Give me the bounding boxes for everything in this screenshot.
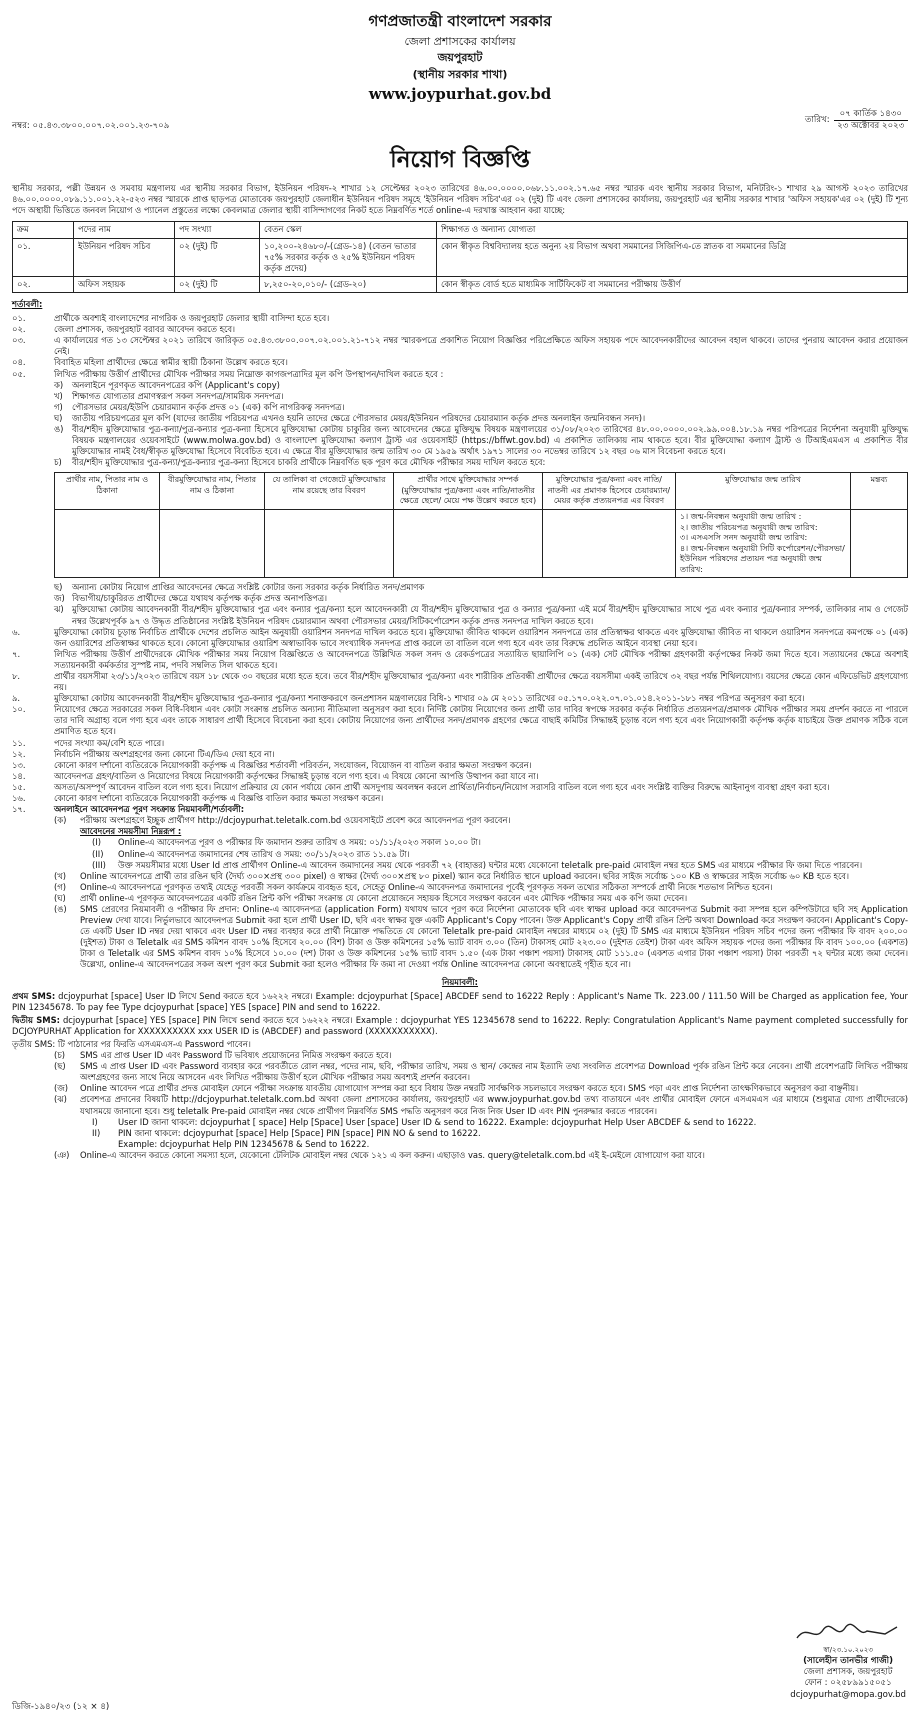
- item-text: SMS এর প্রাপ্ত User ID এবং Password টি ভবিষ্যৎ প্রয়োজনের নিমিত্ত সংরক্ষণ করতে হবে।: [80, 1050, 392, 1061]
- recover-item: [12, 1128, 908, 1139]
- item-text: PIN জানা থাকলে: dcjoypurhat [space] Help [Space] PIN [space] PIN NO & send to 16222.: [118, 1127, 481, 1138]
- condition-item: [12, 749, 908, 760]
- ff-header: প্রার্থীর সাথে মুক্তিযোদ্ধার সম্পর্ক (মুক্তিযোদ্ধার পুত্র/কন্যা এবং নাতি/নাতনীর ক্ষেত্রে ছেলে/ মেয়ে পক্ষ উল্লেখ করতে হবে): [394, 473, 543, 510]
- deadline-item: [12, 837, 908, 848]
- deadline-heading: [12, 826, 908, 837]
- office-name: জেলা প্রশাসকের কার্যালয়: [404, 34, 516, 48]
- item-marker: ঙ): [54, 423, 64, 434]
- condition-text: পদের সংখ্যা কম/বেশি হতে পারে।: [54, 737, 165, 748]
- sms-first: [12, 991, 908, 1013]
- table-row: [13, 238, 908, 276]
- item-marker: (ঙ): [54, 903, 67, 914]
- online-item: [12, 1050, 908, 1061]
- list-item: ২। জাতীয় পরিচয়পত্র অনুযায়ী জন্ম তারিখ:: [680, 522, 818, 532]
- item-marker: (ছ): [54, 1061, 66, 1072]
- item-marker: খ): [54, 390, 63, 401]
- document-item: [12, 402, 908, 413]
- condition-number: ০৩.: [12, 335, 26, 346]
- item-text: প্রার্থী online-এ পূরণকৃত আবেদনপত্রের একটি রঙিন প্রিন্ট কপি পরীক্ষা সংক্রান্ত যে কোনো প্রয়োজনে সহায়ক হিসেবে সংরক্ষণ করবেন এবং মৌখিক পরীক্ষার সময় এক কপি জমা দেবেন।: [80, 892, 688, 903]
- condition-item: [12, 335, 908, 357]
- date-english: ২৩ অক্টোবর ২০২৩: [837, 121, 905, 132]
- date-label: তারিখ:: [804, 115, 830, 126]
- deadline-item: [12, 849, 908, 860]
- condition-item: [12, 324, 908, 335]
- item-marker: জ): [54, 593, 65, 604]
- posts-header-name: পদের নাম: [74, 222, 175, 238]
- condition-text: জেলা প্রশাসক, জয়পুরহাট বরাবর আবেদন করতে হবে।: [54, 324, 236, 335]
- signature-block: [790, 1622, 906, 1701]
- item-marker: ছ): [54, 582, 63, 593]
- condition-number: ০৫.: [12, 368, 26, 379]
- memo-number: নম্বর: ০৫.৪৩.৩৮০০.০০৭.০২.০০১.২৩-৭০৯: [12, 121, 170, 132]
- deadline-heading-text: আবেদনের সময়সীমা নিম্নরূপ :: [80, 826, 182, 837]
- condition-number: ১৪.: [12, 770, 26, 781]
- sms-label: প্রথম SMS:: [12, 990, 56, 1001]
- item-marker: (ঝ): [54, 1094, 67, 1105]
- condition-number: ৭.: [12, 648, 21, 659]
- item-text: User ID জানা থাকলে: dcjoypurhat [ space] Help [Space] User [space] User ID & send to 16222. Example: dcjoypurhat Help User ABCDEF & send to 16222.: [118, 1116, 757, 1127]
- website-link[interactable]: www.joypurhat.gov.bd: [368, 85, 552, 104]
- posts-header-count: পদ সংখ্যা: [175, 222, 260, 238]
- item-marker: (III): [92, 859, 106, 870]
- ff-blank-cell[interactable]: [394, 509, 543, 577]
- condition-item: [12, 693, 908, 704]
- sms-label: দ্বিতীয় SMS:: [12, 1014, 60, 1025]
- post-sl: ০১.: [13, 238, 74, 276]
- signatory-email[interactable]: dcjoypurhat@mopa.gov.bd: [790, 1689, 906, 1700]
- condition-number: ৮.: [12, 671, 21, 682]
- ff-blank-cell[interactable]: [160, 509, 265, 577]
- document-item: [12, 582, 908, 593]
- signature-date: স্বা/২৩.১০.২০২৩: [823, 1646, 873, 1655]
- online-item: [12, 893, 908, 904]
- condition-text: কোনো কারণ দর্শানো ব্যতিরেকে নিয়োগকারী কর্তৃপক্ষ এ বিজ্ঞপ্তি বাতিল করার ক্ষমতা সংরক্ষণ করেন।: [54, 793, 384, 804]
- item-marker: [92, 1139, 118, 1150]
- condition-text: মুক্তিযোদ্ধা কোটায় আবেদনকারী বীর/শহীদ মুক্তিযোদ্ধার পুত্র-কন্যার পুত্র/কন্যা শনাক্তকরণে জনপ্রশাসন মন্ত্রণালয়ের বিধি-১ শাখার ০৯ মে ২০১১ তারিখের ০৫.১৭০.০২২.০৭.০১.০১৪.২০১১-১৮১ নম্বর পরিপত্র অনুসরণ করা হবে।: [54, 693, 805, 704]
- item-text: পৌরসভার মেয়র/ইউপি চেয়ারম্যান কর্তৃক প্রদত্ত ০১ (এক) কপি নাগরিকত্ব সনদপত্র।: [72, 401, 345, 412]
- item-marker: (চ): [54, 1050, 66, 1061]
- table-row: [13, 276, 908, 292]
- condition-number: ০৪.: [12, 357, 26, 368]
- item-text: অনলাইনে পূরণকৃত আবেদনপত্রের কপি (Applicant's copy): [72, 379, 280, 390]
- item-marker: (জ): [54, 1083, 69, 1094]
- ff-header: মুক্তিযোদ্ধার জন্ম তারিখ: [676, 473, 851, 510]
- condition-text: মুক্তিযোদ্ধা কোটায় চূড়ান্ত নির্বাচিত প্রার্থীকে দেশের প্রচলিত আইন অনুযায়ী ওয়ারিশন সনদপত্র দাখিল করতে হবে। মুক্তিযোদ্ধা জীবিত থাকলে ওয়ারিশন সনদপত্রে তার প্রতিস্বাক্ষর থাকতে এবং মুক্তিযোদ্ধা জীবিত না থাকলে ওয়ারিশন সনদপত্রে কমপক্ষে ০১ (এক) জন ওয়ারিশের প্রতিস্বাক্ষর থাকতে হবে। কোনো মুক্তিযোদ্ধার ওয়ারিশ অস্বাভাবিক ভাবে সংখ্যাধিক সনদপত্র প্রাপ্ত করলে তা বাতিল বলে গণ্য হবে এবং তার বিরুদ্ধে প্রচলিত আইনে ব্যবস্থা নেয়া হবে।: [54, 626, 908, 648]
- ff-header: মন্তব্য: [851, 473, 908, 510]
- post-qualification: কোন স্বীকৃত বোর্ড হতে মাধ্যমিক সার্টিফিকেট বা সমমানের পরীক্ষায় উত্তীর্ণ: [437, 276, 908, 292]
- government-name: গণপ্রজাতন্ত্রী বাংলাদেশ সরকার: [368, 12, 552, 30]
- sms-text: dcjoypurhat [space] User ID লিখে Send করতে হবে ১৬২২২ নম্বরে। Example: dcjoypurhat [Space] ABCDEF send to 16222 Reply : Applicant's Name Tk. 223.00 / 111.50 Will be Charged as application fee, Your PIN 12345678. To pay fee Type dcjoypurhat [space] YES [space] PIN and send to 16222.: [12, 990, 908, 1012]
- list-item: ৩। এসএসসি সনদ অনুযায়ী জন্ম তারিখ:: [680, 533, 808, 543]
- condition-number: ১৩.: [12, 759, 26, 770]
- ff-header: যে তালিকা বা গেজেটে মুক্তিযোদ্ধার নাম রয়েছে তার বিবরণ: [265, 473, 394, 510]
- item-marker: ক): [54, 379, 64, 390]
- deadline-item: [12, 860, 908, 871]
- online-item: [12, 871, 908, 882]
- condition-item: [12, 771, 908, 782]
- item-text: Online-এ আবেদন করতে কোনো সমস্যা হলে, যেকোনো টেলিটক মোবাইল নম্বর থেকে ১২১ এ কল করুন। এছাড়াও vas. query@teletalk.com.bd এই ই-মেইলে যোগাযোগ করা যাবে।: [80, 1149, 705, 1160]
- item-text: মুক্তিযোদ্ধা কোটায় আবেদনকারী বীর/শহীদ মুক্তিযোদ্ধার পুত্র এবং কন্যার পুত্র/কন্যা হলে আবেদনকারী যে বীর/শহীদ মুক্তিযোদ্ধার পুত্র ও কন্যার পুত্র/কন্যা এই মর্মে বীর/শহীদ মুক্তিযোদ্ধার সাথে পুত্র এবং কন্যার পুত্র/কন্যার সম্পর্ক, তালিকার নাম ও গেজেট নম্বর উল্লেখপূর্বক ৯৭ ও উদ্ধৃত প্রতিষ্ঠানের সংশ্লিষ্ট ইউনিয়ন পরিষদ চেয়ারম্যান অথবা পৌরসভার মেয়র/সিটিকর্পোরেশন কর্তৃক প্রদত্ত সনদপত্র দাখিল করতে হবে।: [72, 604, 908, 626]
- post-count: ০২ (দুই) টি: [175, 276, 260, 292]
- item-text: উক্ত সময়সীমার মধ্যে User Id প্রাপ্ত প্রার্থীগণ Online-এ আবেদন জমাদানের সময় থেকে পরবর্তী ৭২ (বাহাত্তর) ঘন্টার মধ্যে যেকোনো teletalk pre-paid মোবাইল নম্বর হতে SMS এর মাধ্যমে পরীক্ষার ফি জমা দিতে পারবেন।: [118, 859, 863, 870]
- condition-text: নিয়োগের ক্ষেত্রে সরকারের সকল বিধি-বিধান এবং কোটা সংক্রান্ত প্রচলিত অন্যান্য নীতিমালা অনুসরণ করা হবে। নির্দিষ্ট কোটায় নিয়োগের জন্য প্রার্থী তার দাবির স্বপক্ষে সরকার কর্তৃক নির্ধারিত প্রত্যয়নপত্র/প্রমাণক মৌখিক পরীক্ষার সময় প্রদর্শন করতে না পারলে তার দাবি অগ্রাহ্য বলে গণ্য হবে এবং তাকে সাধারণ প্রার্থী হিসেবে বিবেচনা করা হবে। কোটায় নিয়োগের জন্য প্রার্থীদের সনদ/প্রমাণক গ্রহণের ক্ষেত্রে বাছাই কমিটির সিদ্ধান্তই চূড়ান্ত বলে গণ্য হবে এবং নিয়োগকারী কর্তৃপক্ষ কর্তৃক যাচাইয়ে উক্ত প্রমাণক সঠিক বলে প্রমাণিত হতে হবে।: [54, 704, 908, 737]
- condition-item: [12, 649, 908, 671]
- sms-rules-heading: নিয়মাবলী:: [441, 976, 479, 987]
- posts-table: [12, 221, 908, 292]
- sms-third: তৃতীয় SMS: টি পাঠানোর পর ফিরতি এসএমএস-এ Password পাবেন।: [12, 1039, 251, 1050]
- post-scale: ৮,২৫০-২০,০১০/- (গ্রেড-২০): [260, 276, 437, 292]
- ff-header: বীরমুক্তিযোদ্ধার নাম, পিতার নাম ও ঠিকানা: [160, 473, 265, 510]
- online-item: [12, 904, 908, 971]
- item-text: SMS এ প্রাপ্ত User ID এবং Password ব্যবহার করে পরবর্তীতে রোল নম্বর, পদের নাম, ছবি, পরীক্ষার তারিখ, সময় ও স্থান/ কেন্দ্রের নাম ইত্যাদি তথ্য সংবলিত প্রবেশপত্র Download পূর্বক রঙিন প্রিন্ট করে নেবেন। প্রার্থী প্রবেশপত্রটি লিখিত পরীক্ষায় অংশগ্রহণের জন্য সাথে নিয়ে আসবেন এবং লিখিত পরীক্ষায় উত্তীর্ণ হলে মৌখিক পরীক্ষার সময় অবশ্যই প্রদর্শন করবেন।: [80, 1061, 908, 1083]
- signatory-name: (সালেহীন তানভীর গাজী): [803, 1655, 894, 1666]
- condition-text: লিখিত পরীক্ষায় উত্তীর্ণ প্রার্থীদের মৌখিক পরীক্ষার সময় নিম্নোক্ত কাগজপত্রাদির মূল কপি উপস্থাপন/দাখিল করতে হবে :: [54, 368, 444, 379]
- online-item: [12, 1150, 908, 1161]
- signatory-phone: ফোন : ০২৫৮৯৯১৫০৫১: [804, 1678, 892, 1689]
- condition-item: [12, 793, 908, 804]
- notice-page: [12, 10, 908, 1161]
- item-marker: (I): [92, 837, 102, 848]
- condition-item: [12, 357, 908, 368]
- posts-header-scale: বেতন স্কেল: [260, 222, 437, 238]
- post-name: অফিস সহায়ক: [74, 276, 175, 292]
- item-text: প্রবেশপত্র প্রদানের বিষয়টি http://dcjoypurhat.teletalk.com.bd অথবা জেলা প্রশাসকের কার্যালয়, জয়পুরহাট এর www.joypurhat.gov.bd তথ্য বাতায়নে এবং প্রার্থীর মোবাইল ফোনে এসএমএস এর মাধ্যমে (শুধুমাত্র যোগ্য প্রার্থীদেরকে) যথাসময়ে জানানো হবে। শুধু teletalk Pre-paid মোবাইল নম্বর থেকে প্রার্থীগণ নিম্নবর্ণিত SMS পদ্ধতি অনুসরণ করে নিজ নিজ User ID এবং PIN পুনরুদ্ধার করতে পারবেন।: [80, 1094, 908, 1116]
- condition-number: ১৫.: [12, 781, 26, 792]
- condition-text: প্রার্থীকে অবশ্যই বাংলাদেশের নাগরিক ও জয়পুরহাট জেলার স্থায়ী বাসিন্দা হতে হবে।: [54, 313, 330, 324]
- ff-blank-cell[interactable]: [265, 509, 394, 577]
- freedom-fighter-form-table: [54, 472, 908, 578]
- condition-item: [12, 671, 908, 693]
- document-item: [12, 413, 908, 424]
- condition-item: [12, 782, 908, 793]
- item-marker: ঘ): [54, 412, 63, 423]
- notice-title: নিয়োগ বিজ্ঞপ্তি: [390, 146, 530, 173]
- intro-paragraph: স্থানীয় সরকার, পল্লী উন্নয়ন ও সমবায় মন্ত্রণালয় এর স্থানীয় সরকার বিভাগ, ইউনিয়ন পরিষদ-২ শাখার ১২ সেপ্টেম্বর ২০২৩ তারিখের ৪৬.০০.০০০০.০৬৮.১১.০০২.১৭.৬৫ নম্বর স্মারক এবং স্থানীয় সরকার বিভাগ, মনিটরিং-১ শাখার ২৯ আগস্ট ২০২৩ তারিখের ৪৬.০০.০০০০.০৮৯.১১.০০১.২২-৫২৩ নম্বর স্মারকে প্রাপ্ত ছাড়পত্র মোতাবেক জয়পুরহাট জেলাধীন ইউনিয়ন পরিষদ সমূহে 'ইউনিয়ন পরিষদ সচিব'এর ০২ (দুই) টি এবং জেলা প্রশাসকের কার্যালয়, জয়পুরহাট এর স্থানীয় সরকার শাখার 'অফিস সহায়ক'এর ০২ (দুই) টি শূন্য পদে অস্থায়ী ভিত্তিতে জনবল নিয়োগ ও প্যানেল প্রস্তুতের লক্ষ্যে কেবলমাত্র জেলার স্থায়ী বাসিন্দাগণের নিকট হতে নিম্নবর্ণিত শর্তে online-এ দরখাস্ত আহবান করা যাচ্ছে:: [12, 183, 908, 216]
- item-marker: (ঞ): [54, 1149, 70, 1160]
- item-text: Online আবেদনপত্রে প্রার্থী তার রঙিন ছবি (দৈর্ঘ্য ৩০০×প্রস্থ ৩০০ pixel) ও স্বাক্ষর (দৈর্ঘ্য ৩০০×প্রস্থ ৮০ pixel) স্ক্যান করে নির্ধারিত স্থানে upload করবেন। ছবির সাইজ সর্বোচ্চ ১০০ KB ও স্বাক্ষরের সাইজ সর্বোচ্চ ৬০ KB হতে হবে।: [80, 870, 849, 881]
- item-marker: (গ): [54, 881, 67, 892]
- condition-text: প্রার্থীর বয়সসীমা ২৩/১১/২০২৩ তারিখে বয়স ১৮ থেকে ৩০ বছরের মধ্যে হতে হবে। তবে বীর/শহীদ মুক্তিযোদ্ধার পুত্র/কন্যা এবং শারীরিক প্রতিবন্ধী প্রার্থীদের ক্ষেত্রে বয়সসীমা একই তারিখে ৩২ বছর পর্যন্ত শিথিলযোগ্য। বয়সের ক্ষেত্রে কোন এফিডেভিট গ্রহণযোগ্য নয়।: [54, 671, 908, 693]
- conditions-heading: শর্তাবলী:: [12, 298, 43, 309]
- condition-text: অসত্য/অসম্পূর্ণ আবেদন বাতিল বলে গণ্য হবে। নিয়োগ প্রক্রিয়ার যে কোন পর্যায়ে কোন প্রার্থী অসদুপায় অবলম্বন করলে প্রার্থিতা/নির্বাচন/নিয়োগ সরাসরি বাতিল বলে গণ্য হবে এবং সংশ্লিষ্ট ব্যক্তির বিরুদ্ধে আইনানুগ ব্যবস্থা গ্রহণ করা হবে।: [54, 781, 830, 792]
- item-marker: (II): [92, 848, 104, 859]
- ff-blank-cell[interactable]: [543, 509, 676, 577]
- item-text: জাতীয় পরিচয়পত্রের মূল কপি (যাদের জাতীয় পরিচয়পত্র এখনও হয়নি তাদের ক্ষেত্রে পৌরসভার মেয়র/ইউনিয়ন পরিষদের চেয়ারম্যান কর্তৃক প্রদত্ত অনলাইন জন্মনিবন্ধন সনদ)।: [72, 412, 646, 423]
- item-text: Online-এ আবেদনপত্রে পূরণকৃত তথ্যই যেহেতু পরবর্তী সকল কার্যক্রমে ব্যবহৃত হবে, সেহেতু Online-এ আবেদনপত্র জমাদানের পূর্বেই পূরণকৃত সকল তথ্যের সঠিকতা সম্পর্কে প্রার্থী নিজে শতভাগ নিশ্চিত হবেন।: [80, 881, 773, 892]
- document-item: [12, 593, 908, 604]
- item-text: পরীক্ষায় অংশগ্রহণে ইচ্ছুক প্রার্থীগণ http://dcjoypurhat.teletalk.com.bd ওয়েবসাইটে প্রবেশ করে আবেদনপত্র পূরণ করবেন।: [80, 815, 511, 826]
- condition-number: ১২.: [12, 748, 26, 759]
- ff-blank-cell[interactable]: [55, 509, 160, 577]
- date-bangla: ০৭ কার্তিক ১৪৩০: [834, 109, 908, 121]
- item-marker: (ক): [54, 815, 67, 826]
- signature-scribble-icon: [793, 1622, 903, 1644]
- birth-date-list: [676, 509, 851, 577]
- item-text: Example: dcjoypurhat Help PIN 12345678 & Send to 16222.: [118, 1138, 370, 1149]
- ff-header: মুক্তিযোদ্ধার পুত্র/কন্যা এবং নাতি/নাতনী এর প্রমাণক হিসেবে চেয়ারম্যান/ মেয়র কর্তৃক প্রত্যয়নপত্র এর বিবরণ: [543, 473, 676, 510]
- online-item: [12, 882, 908, 893]
- item-marker: II): [92, 1127, 101, 1138]
- post-qualification: কোন স্বীকৃত বিশ্ববিদ্যালয় হতে অনুন্য ২য় বিভাগ অথবা সমমানের সিজিপিএ-তে স্নাতক বা সমমানের ডিগ্রি: [437, 238, 908, 276]
- ff-header: প্রার্থীর নাম, পিতার নাম ও ঠিকানা: [55, 473, 160, 510]
- letterhead: [12, 12, 908, 105]
- recover-item: [12, 1117, 908, 1128]
- signatory-title: জেলা প্রশাসক, জয়পুরহাট: [803, 1666, 893, 1677]
- item-marker: (ঘ): [54, 892, 66, 903]
- post-count: ০২ (দুই) টি: [175, 238, 260, 276]
- item-marker: গ): [54, 401, 63, 412]
- print-code: ডিজি-১৯৪০/২৩ (১২ × ৪): [12, 1702, 110, 1712]
- list-item: ১। জন্ম-নিবন্ধন অনুযায়ী জন্ম তারিখ :: [680, 511, 802, 521]
- condition-number: ১৬.: [12, 793, 26, 804]
- memo-date: [805, 109, 908, 133]
- condition-number: ১৭.: [12, 804, 26, 815]
- online-item: [12, 1083, 908, 1094]
- post-name: ইউনিয়ন পরিষদ সচিব: [74, 238, 175, 276]
- condition-text: আবেদনপত্র গ্রহণ/বাতিল ও নিয়োগের বিষয়ে নিয়োগকারী কর্তৃপক্ষের সিদ্ধান্তই চূড়ান্ত বলে গণ্য হবে। এ বিষয়ে কোনো আপত্তি উত্থাপন করা যাবে না।: [54, 770, 539, 781]
- district-name: জয়পুরহাট: [437, 51, 483, 65]
- item-text: Online-এ আবেদনপত্র পূরণ ও পরীক্ষার ফি জমাদান শুরুর তারিখ ও সময়: ০১/১১/২০২৩ সকাল ১০.০০ টা।: [118, 837, 481, 848]
- document-item: [12, 424, 908, 457]
- condition-text: এ কার্যালয়ের গত ১৩ সেপ্টেম্বর ২০২১ তারিখে জারিকৃত ০৫.৪৩.৩৮০০.০০৭.০২.০০১.২১-৭১২ নম্বর স্মারকপত্রে প্রকাশিত নিয়োগ বিজ্ঞপ্তির পরিপ্রেক্ষিতে অফিস সহায়ক পদে আবেদনকারীদের আবেদন বহাল থাকবে। তাদের পুনরায় আবেদন করার প্রয়োজন নেই।: [54, 335, 908, 357]
- condition-number: ৬.: [12, 626, 21, 637]
- branch-name: (স্থানীয় সরকার শাখা): [412, 67, 508, 81]
- posts-header-sl: ক্রম: [13, 222, 74, 238]
- condition-text: কোনো কারণ দর্শানো ব্যতিরেকে নিয়োগকারী কর্তৃপক্ষ এ বিজ্ঞপ্তির শর্তাবলী পরিবর্তন, সংযোজন, বিয়োজন বা বাতিল করার ক্ষমতা সংরক্ষণ করেন।: [54, 759, 532, 770]
- condition-number: ১০.: [12, 704, 26, 715]
- item-text: বিভাগীয়/চাকুরিরত প্রার্থীদের ক্ষেত্রে যথাযথ কর্তৃপক্ষ কর্তৃক প্রদত্ত অনাপত্তিপত্র।: [72, 593, 328, 604]
- item-text: বীর/শহীদ মুক্তিযোদ্ধার পুত্র-কন্যা/পুত্র-কন্যার পুত্র-কন্যা হিসেবে মুক্তিযোদ্ধা কোটায় চাকুরির জন্য আবেদনের ক্ষেত্রে মুক্তিযুদ্ধ বিষয়ক মন্ত্রণালয়ের ৩১/০৮/২০২৩ তারিখের ৪৮.০০.০০০০.০০২.৯৯.০০৪.১৮.১৯ নম্বর পরিপত্রের নির্দেশনা অনুযায়ী মুক্তিযুদ্ধ বিষয়ক মন্ত্রণালয়ের ওয়েবসাইটে (www.molwa.gov.bd) ও বাংলাদেশ মুক্তিযোদ্ধা কল্যাণ ট্রাস্ট এর ওয়েবসাইট (https://bffwt.gov.bd) এ প্রকাশিত তালিকায় নাম থাকতে হবে। বীর মুক্তিযোদ্ধা কল্যাণ ট্রাস্ট ও টিআইএমএস এ প্রকাশিত বীর মুক্তিযোদ্ধার নামই বৈধ/স্বীকৃত মুক্তিযোদ্ধা হিসেবে বিবেচিত হবে। এ ক্ষেত্রে বীর মুক্তিযোদ্ধার জন্ম তারিখ ৩০ মে ১৯৫৯ অর্থাৎ ১৯৭১ সালের ৩০ নভেম্বর তারিখে ১২ বছর ০৬ মাস বিবেচনা করতে হবে।: [72, 423, 908, 457]
- document-item: [12, 391, 908, 402]
- item-text: Online আবেদন পত্রে প্রার্থীর প্রদত্ত মোবাইল ফোনে পরীক্ষা সংক্রান্ত যাবতীয় যোগাযোগ সম্পন্ন করা হবে বিধায় উক্ত নম্বরটি সার্বক্ষণিক সচলভাবে সংরক্ষণ করতে হবে। SMS পড়া এবং প্রাপ্ত নির্দেশনা তাৎক্ষণিকভাবে অনুসরণ করা বাঞ্ছনীয়।: [80, 1083, 859, 1094]
- condition-text: অনলাইনে আবেদনপত্র পূরণ সংক্রান্ত নিয়মাবলী/শর্তাবলী:: [54, 804, 245, 815]
- item-marker: চ): [54, 457, 62, 468]
- condition-text: লিখিত পরীক্ষায় উত্তীর্ণ প্রার্থীদেরকে মৌখিক পরীক্ষার সময় নিয়োগ বিজ্ঞপ্তিতে ও আবেদনপত্রে উল্লিখিত সকল সনদ ও রেকর্ডপত্রের সত্যায়িত ছায়ালিপি ০১ (এক) সেট মৌখিক পরীক্ষা গ্রহণকারী কর্তৃপক্ষের নিকট জমা দিতে হবে। সত্যায়নের ক্ষেত্রে অবশ্যই সত্যায়নকারী কর্মকর্তার সুস্পষ্ট নাম, পদবি সম্বলিত সিল থাকতে হবে।: [54, 648, 908, 670]
- online-item: [12, 1061, 908, 1083]
- table-row: [55, 509, 908, 577]
- condition-text: নির্বাচনি পরীক্ষায় অংশগ্রহণের জন্য কোনো টিএ/ডিএ দেয়া হবে না।: [54, 748, 275, 759]
- condition-number: ০২.: [12, 324, 26, 335]
- recover-item: [12, 1139, 908, 1150]
- item-text: অন্যান্য কোটায় নিয়োগ প্রাপ্তির আবেদনের ক্ষেত্রে সংশ্লিষ্ট কোটার জন্য সরকার কর্তৃক নির্ধারিত সনদ/প্রমাণক: [72, 582, 425, 593]
- condition-item: [12, 804, 908, 815]
- post-scale: ১০,২০০-২৪৬৮০/-(গ্রেড-১৪) (বেতন ভাতার ৭৫% সরকার কর্তৃক ও ২৫% ইউনিয়ন পরিষদ কর্তৃক প্রদেয়): [260, 238, 437, 276]
- item-marker: (খ): [54, 870, 67, 881]
- list-item: ৪। জন্ম-নিবন্ধন অনুযায়ী সিটি কর্পোরেশন/পৌরসভা/ইউনিয়ন পরিষদের প্রত্যয়ন পত্র অনুযায়ী জন্ম তারিখ:: [680, 543, 845, 574]
- item-text: শিক্ষাগত যোগ্যতার প্রমাণস্বরূপ সকল সনদপত্র/সাময়িক সনদপত্র।: [72, 390, 284, 401]
- online-item: [12, 1094, 908, 1116]
- condition-item: [12, 760, 908, 771]
- item-text: বীর/শহীদ মুক্তিযোদ্ধার পুত্র-কন্যা/পুত্র-কন্যার পুত্র-কন্যা হিসেবে চাকরি প্রার্থীকে নিম্নবর্ণিত ছক পূরণ করে মৌখিক পরীক্ষার সময় দাখিল করতে হবে:: [72, 457, 546, 468]
- condition-number: ০১.: [12, 313, 26, 324]
- online-item: [12, 815, 908, 826]
- posts-header-qualification: শিক্ষাগত ও অন্যান্য যোগ্যতা: [437, 222, 908, 238]
- item-marker: I): [92, 1116, 98, 1127]
- condition-item: [12, 738, 908, 749]
- post-sl: ০২.: [13, 276, 74, 292]
- document-item: [12, 604, 908, 626]
- condition-item: [12, 627, 908, 649]
- document-item: [12, 380, 908, 391]
- condition-item: [12, 369, 908, 380]
- condition-number: ১১.: [12, 737, 26, 748]
- condition-item: [12, 313, 908, 324]
- item-marker: ঝ): [54, 604, 64, 615]
- ff-blank-cell[interactable]: [851, 509, 908, 577]
- sms-second: [12, 1015, 908, 1037]
- item-text: Online-এ আবেদনপত্র জমাদানের শেষ তারিখ ও সময়: ৩০/১১/২০২৩ রাত ১১.৫৯ টা।: [118, 848, 410, 859]
- condition-item: [12, 704, 908, 737]
- item-text: SMS প্রেরণের নিয়মাবলী ও পরীক্ষার ফি প্রদান: Online-এ আবেদনপত্র (application Form) যথাযথ ভাবে পূরণ করে নির্দেশনা মোতাবেক ছবি এবং স্বাক্ষর upload করে আবেদনপত্র Submit করা সম্পন্ন হলে কম্পিউটারে ছবি সহ Application Preview দেখা যাবে। নির্ভুলভাবে আবেদনপত্র Submit করা হলে প্রার্থী User ID, ছবি এবং স্বাক্ষর যুক্ত একটি Applicant's Copy পাবেন। উক্ত Applicant's Copy প্রার্থী রঙিন প্রিন্ট অথবা Download করে সংরক্ষণ করবেন। Applicant's Copy-তে একটি User ID নম্বর দেয়া থাকবে এবং User ID নম্বর ব্যবহার করে প্রার্থী নিম্নোক্ত পদ্ধতিতে যে কোনো Teletalk pre-paid মোবাইল নম্বরের মাধ্যমে ০২ (দুই) টি SMS এর মাধ্যমে ইউনিয়ন পরিষদ সচিব পদের জন্য পরীক্ষার ফি বাবদ ২০০.০০ (দুইশত) টাকা ও Teletalk এর SMS কমিশন বাবদ ১০% হিসেবে ২০.০০ (বিশ) টাকা ও উক্ত কমিশনের ১৫% ভ্যাট বাবদ ৩.০০ (তিন) টাকাসহ মোট ২২৩.০০ (দুইশত তেইশ) টাকা এবং অফিস সহায়ক পদের জন্য পরীক্ষার ফি বাবদ ১০০.০০ (একশত) টাকা ও Teletalk এর SMS কমিশন বাবদ ১০% হিসেবে ১০.০০ (দশ) টাকা ও উক্ত কমিশনের ১৫% ভ্যাট বাবদ ১.৫০ (এক টাকা পঞ্চাশ পয়সা) টাকাসহ মোট ১১১.৫০ (একশত এগার টাকা পঞ্চাশ পয়সা) টাকা পরবর্তী ৭২ ঘন্টার মধ্যে জমা দেবেন। উল্লেখ্য, online-এ আবেদনপত্রের সকল অংশ পূরণ করে Submit করা হলেও পরীক্ষার ফি জমা না দেওয়া পর্যন্ত Online আবেদনপত্র কোনো অবস্থাতেই গৃহীত হবে না।: [80, 903, 908, 970]
- condition-text: বিবাহিত মহিলা প্রার্থীদের ক্ষেত্রে স্বামীর স্থায়ী ঠিকানা উল্লেখ করতে হবে।: [54, 357, 288, 368]
- condition-number: ৯.: [12, 693, 21, 704]
- memo-row: [12, 109, 908, 133]
- document-item: [12, 457, 908, 468]
- sms-text: dcjoypurhat [space] YES [space] PIN লিখে send করতে হবে ১৬২২২ নম্বরে। Example : dcjoypurhat YES 12345678 send to 16222. Reply: Congratulation Applicant's Name payment completed successfully for DCJOYPURHAT Application for XXXXXXXXXX xxx USER ID is (ABCDEF) and password (XXXXXXXXXXX).: [12, 1014, 908, 1036]
